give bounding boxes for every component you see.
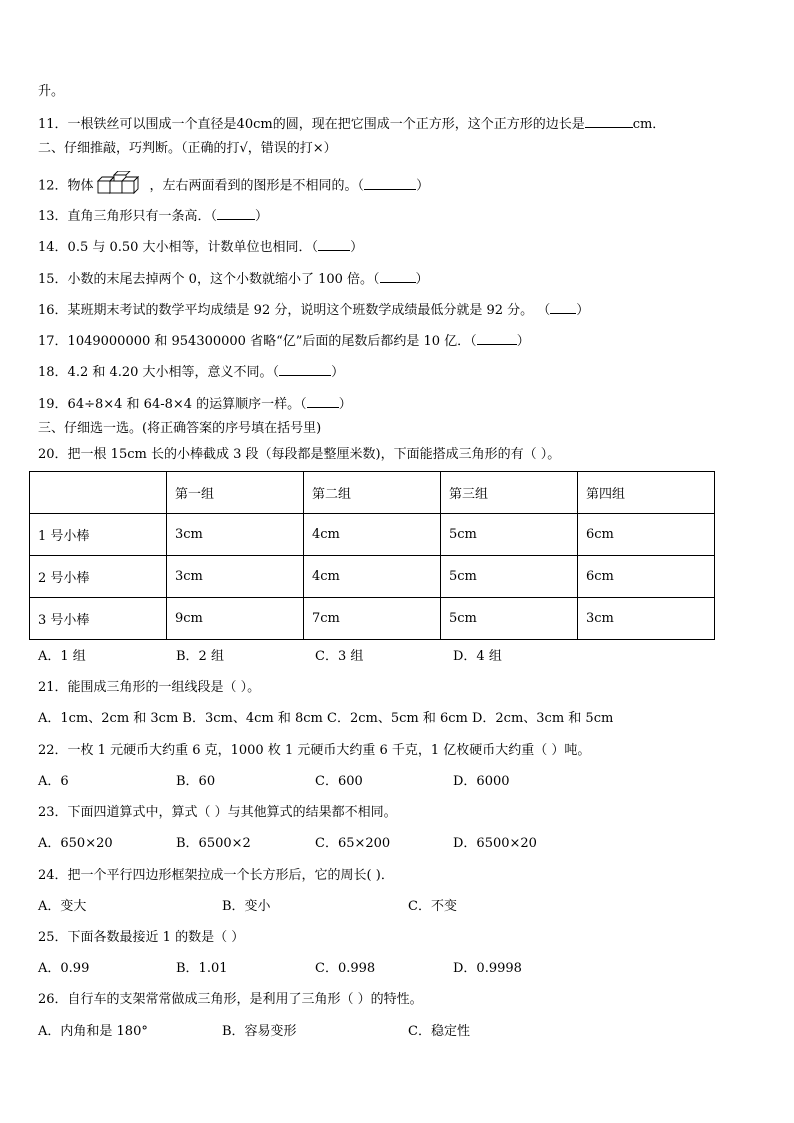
option-b[interactable]: B．容易变形 <box>222 1024 297 1039</box>
table-cell: 3cm <box>167 556 304 598</box>
question-20: 20．把一根 15cm 长的小棒截成 3 段（每段都是整厘米数)，下面能搭成三角形的有（ ）。 <box>38 447 561 462</box>
table-cell: 2 号小棒 <box>30 556 167 598</box>
option-c[interactable]: C．65×200 <box>315 836 391 851</box>
question-15-close: ） <box>415 272 429 287</box>
option-b[interactable]: B．6500×2 <box>176 836 251 851</box>
table-cell: 3 号小棒 <box>30 598 167 640</box>
option-a[interactable]: A．650×20 <box>38 836 113 851</box>
question-23: 23．下面四道算式中，算式（ ）与其他算式的结果都不相同。 <box>38 805 397 820</box>
table-header-cell: 第四组 <box>578 472 715 514</box>
table-cell: 7cm <box>304 598 441 640</box>
table-header-row <box>30 472 715 514</box>
question-26: 26．自行车的支架常常做成三角形，是利用了三角形（ ）的特性。 <box>38 992 423 1007</box>
section-2-heading: 二、仔细推敲，巧判断。（正确的打√，错误的打×） <box>38 141 337 156</box>
option-c[interactable]: C．不变 <box>408 899 457 914</box>
option-a[interactable]: A．6 <box>38 774 69 789</box>
option-d[interactable]: D．6500×20 <box>453 836 537 851</box>
answer-blank[interactable] <box>279 363 331 376</box>
question-16 <box>38 301 589 320</box>
answer-blank[interactable] <box>550 301 576 314</box>
table-cell: 4cm <box>304 556 441 598</box>
question-13-text: 13．直角三角形只有一条高．（ <box>38 209 218 224</box>
question-17-close: ） <box>516 334 530 349</box>
option-c[interactable]: C．0.998 <box>315 961 376 976</box>
cubes-figure <box>96 171 148 201</box>
table-row <box>30 556 715 598</box>
option-b[interactable]: B．60 <box>176 774 216 789</box>
option-a[interactable]: A．0.99 <box>38 961 90 976</box>
option-b[interactable]: B．2 组 <box>176 649 224 664</box>
table-cell: 6cm <box>578 514 715 556</box>
question-16-text: 16．某班期末考试的数学平均成绩是 92 分，说明这个班数学成绩最低分就是 92 分。 （ <box>38 303 551 318</box>
answer-blank[interactable] <box>217 207 255 220</box>
table-header-cell: 第三组 <box>441 472 578 514</box>
sticks-table <box>29 471 715 640</box>
table-cell: 5cm <box>441 514 578 556</box>
question-15-text: 15．小数的末尾去掉两个 0，这个小数就缩小了 100 倍。（ <box>38 272 380 287</box>
table-header-cell: 第一组 <box>167 472 304 514</box>
question-11 <box>38 115 665 134</box>
option-d[interactable]: D．4 组 <box>453 649 502 664</box>
option-b[interactable]: B．变小 <box>222 899 271 914</box>
question-11-unit: cm． <box>632 117 666 132</box>
table-cell: 5cm <box>441 556 578 598</box>
question-25: 25．下面各数最接近 1 的数是（ ） <box>38 930 245 945</box>
table-cell: 3cm <box>167 514 304 556</box>
question-15 <box>38 270 429 289</box>
question-19 <box>38 395 352 414</box>
answer-blank[interactable] <box>585 115 633 128</box>
answer-blank[interactable] <box>364 177 416 190</box>
question-13 <box>38 207 268 226</box>
option-c[interactable]: C．3 组 <box>315 649 364 664</box>
option-c[interactable]: C．稳定性 <box>408 1024 470 1039</box>
question-22: 22．一枚 1 元硬币大约重 6 克，1000 枚 1 元硬币大约重 6 千克，1 亿枚硬币大约重（ ）吨。 <box>38 743 591 758</box>
answer-blank[interactable] <box>477 332 517 345</box>
table-cell: 6cm <box>578 556 715 598</box>
question-13-close: ） <box>255 209 269 224</box>
option-b[interactable]: B．1.01 <box>176 961 228 976</box>
question-14-close: ） <box>350 240 364 255</box>
question-11-text: 11．一根铁丝可以围成一个直径是40cm的圆，现在把它围成一个正方形，这个正方形的边长是 <box>38 117 585 132</box>
continued-text: 升。 <box>38 84 65 99</box>
table-cell: 1 号小棒 <box>30 514 167 556</box>
question-21-options[interactable]: A．1cm、2cm 和 3cm B．3cm、4cm 和 8cm C．2cm、5cm 和 6cm D．2cm、3cm 和 5cm <box>38 711 614 726</box>
answer-blank[interactable] <box>380 270 416 283</box>
option-d[interactable]: D．0.9998 <box>453 961 522 976</box>
table-row <box>30 514 715 556</box>
question-18-text: 18．4.2 和 4.20 大小相等，意义不同。（ <box>38 365 280 380</box>
question-12-text-a: 12．物体 <box>38 178 94 194</box>
option-a[interactable]: A．1 组 <box>38 649 86 664</box>
question-19-text: 19．64÷8×4 和 64-8×4 的运算顺序一样。（ <box>38 397 307 412</box>
section-3-heading: 三、仔细选一选。(将正确答案的序号填在括号里) <box>38 421 322 436</box>
table-cell: 3cm <box>578 598 715 640</box>
question-14 <box>38 238 363 257</box>
question-19-close: ） <box>338 397 352 412</box>
option-d[interactable]: D．6000 <box>453 774 510 789</box>
question-16-close: ） <box>576 303 590 318</box>
question-21: 21．能围成三角形的一组线段是（ ）。 <box>38 680 261 695</box>
table-row <box>30 598 715 640</box>
question-12-text-c: ） <box>416 178 430 194</box>
table-cell: 5cm <box>441 598 578 640</box>
option-c[interactable]: C．600 <box>315 774 363 789</box>
question-18 <box>38 363 344 382</box>
question-12 <box>38 171 429 201</box>
table-header-cell: 第二组 <box>304 472 441 514</box>
option-a[interactable]: A．变大 <box>38 899 87 914</box>
question-12-text-b: ，左右两面看到的图形是不相同的。（ <box>149 178 365 194</box>
question-24: 24．把一个平行四边形框架拉成一个长方形后，它的周长( )． <box>38 868 394 883</box>
option-a[interactable]: A．内角和是 180° <box>38 1024 148 1039</box>
table-cell: 9cm <box>167 598 304 640</box>
question-17-text: 17．1049000000 和 954300000 省略“亿”后面的尾数后都约是 10 亿．（ <box>38 334 477 349</box>
question-14-text: 14．0.5 与 0.50 大小相等，计数单位也相同．（ <box>38 240 319 255</box>
question-17 <box>38 332 530 351</box>
question-18-close: ） <box>331 365 345 380</box>
table-header-cell <box>30 472 167 514</box>
answer-blank[interactable] <box>307 395 339 408</box>
answer-blank[interactable] <box>318 238 350 251</box>
table-cell: 4cm <box>304 514 441 556</box>
